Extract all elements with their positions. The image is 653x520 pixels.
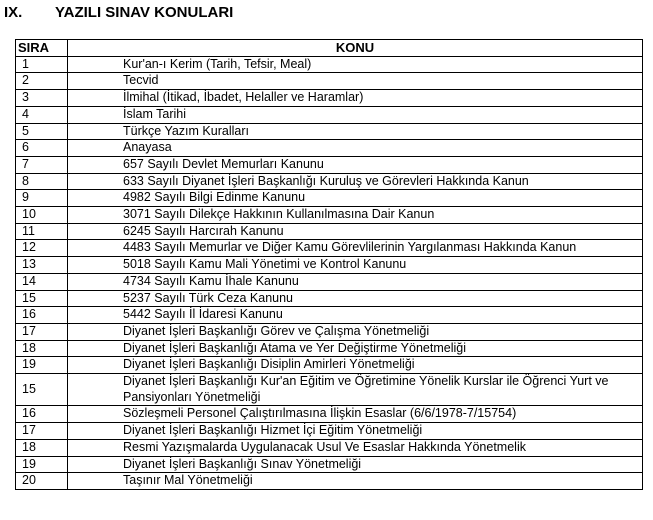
table-row [16,173,643,190]
row-topic: 5442 Sayılı İl İdaresi Kanunu [68,307,643,324]
row-topic: Türkçe Yazım Kuralları [68,123,643,140]
table-row [16,273,643,290]
section-heading [4,4,233,21]
row-number: 7 [16,156,68,173]
row-number: 20 [16,473,68,490]
row-topic: 4982 Sayılı Bilgi Edinme Kanunu [68,190,643,207]
table-row [16,190,643,207]
row-number: 9 [16,190,68,207]
row-number: 11 [16,223,68,240]
row-topic: 6245 Sayılı Harcırah Kanunu [68,223,643,240]
table-row [16,357,643,374]
row-number: 18 [16,340,68,357]
table-row [16,240,643,257]
table-row [16,323,643,340]
row-number: 15 [16,374,68,406]
row-topic: İlmihal (İtikad, İbadet, Helaller ve Haramlar) [68,90,643,107]
table-row [16,456,643,473]
section-number: IX. [4,4,23,21]
table-row [16,257,643,274]
row-number: 19 [16,357,68,374]
row-topic: Taşınır Mal Yönetmeliği [68,473,643,490]
row-number: 19 [16,456,68,473]
row-topic: Diyanet İşleri Başkanlığı Kur'an Eğitim ve Öğretimine Yönelik Kurslar ile Öğrenci Yurt ve Pansiyonları Yönetmeliği [68,374,643,406]
row-topic: 3071 Sayılı Dilekçe Hakkının Kullanılmasına Dair Kanun [68,207,643,224]
row-topic: 4483 Sayılı Memurlar ve Diğer Kamu Görevlilerinin Yargılanması Hakkında Kanun [68,240,643,257]
row-number: 1 [16,56,68,73]
row-topic: 657 Sayılı Devlet Memurları Kanunu [68,156,643,173]
row-number: 4 [16,106,68,123]
row-number: 15 [16,290,68,307]
row-number: 2 [16,73,68,90]
table-row [16,439,643,456]
row-number: 13 [16,257,68,274]
row-number: 17 [16,423,68,440]
row-topic: Sözleşmeli Personel Çalıştırılmasına İlişkin Esaslar (6/6/1978-7/15754) [68,406,643,423]
row-number: 17 [16,323,68,340]
row-topic: Anayasa [68,140,643,157]
row-topic: Diyanet İşleri Başkanlığı Görev ve Çalışma Yönetmeliği [68,323,643,340]
row-topic: Kur'an-ı Kerim (Tarih, Tefsir, Meal) [68,56,643,73]
row-topic: Diyanet İşleri Başkanlığı Hizmet İçi Eğitim Yönetmeliği [68,423,643,440]
table-header-row [16,40,643,57]
table-row [16,106,643,123]
row-number: 18 [16,439,68,456]
exam-topics-table [15,39,643,490]
header-sira: SIRA [16,40,68,57]
table-row [16,423,643,440]
table-row [16,73,643,90]
row-number: 8 [16,173,68,190]
table-row [16,56,643,73]
row-topic: Diyanet İşleri Başkanlığı Atama ve Yer Değiştirme Yönetmeliği [68,340,643,357]
row-topic: İslam Tarihi [68,106,643,123]
table-row [16,406,643,423]
table-row [16,340,643,357]
section-title: YAZILI SINAV KONULARI [55,4,234,21]
row-topic: Resmi Yazışmalarda Uygulanacak Usul Ve Esaslar Hakkında Yönetmelik [68,439,643,456]
row-topic: Diyanet İşleri Başkanlığı Sınav Yönetmeliği [68,456,643,473]
row-number: 16 [16,307,68,324]
table-row [16,473,643,490]
table-row [16,374,643,406]
table-row [16,307,643,324]
table-row [16,223,643,240]
table-row [16,90,643,107]
table-row [16,140,643,157]
row-number: 3 [16,90,68,107]
table-row [16,290,643,307]
row-number: 6 [16,140,68,157]
row-topic: Tecvid [68,73,643,90]
table-row [16,156,643,173]
row-number: 14 [16,273,68,290]
row-number: 16 [16,406,68,423]
row-number: 10 [16,207,68,224]
header-konu: KONU [68,40,643,57]
row-number: 5 [16,123,68,140]
row-topic: 633 Sayılı Diyanet İşleri Başkanlığı Kuruluş ve Görevleri Hakkında Kanun [68,173,643,190]
table-row [16,123,643,140]
row-topic: Diyanet İşleri Başkanlığı Disiplin Amirleri Yönetmeliği [68,357,643,374]
row-topic: 4734 Sayılı Kamu İhale Kanunu [68,273,643,290]
table-row [16,207,643,224]
row-topic: 5018 Sayılı Kamu Mali Yönetimi ve Kontrol Kanunu [68,257,643,274]
row-topic: 5237 Sayılı Türk Ceza Kanunu [68,290,643,307]
row-number: 12 [16,240,68,257]
